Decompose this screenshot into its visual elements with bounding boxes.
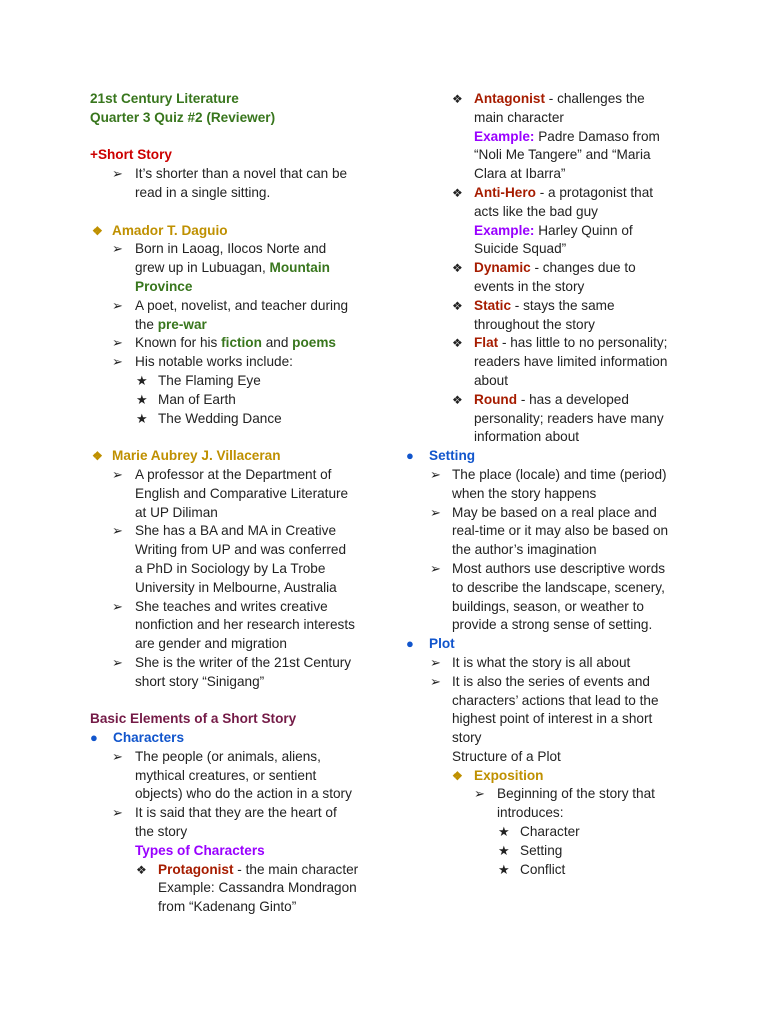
character-type-round: ❖ Round - has a developed — [402, 391, 687, 410]
list-item-cont: “Noli Me Tangere” and “Maria — [474, 147, 651, 163]
list-item: ➢ She has a BA and MA in Creative — [90, 522, 380, 541]
list-item-cont: story — [452, 730, 482, 746]
list-item: ➢ Born in Laoag, Ilocos Norte and — [90, 240, 380, 259]
list-item-cont: events in the story — [474, 278, 585, 294]
short-story-heading: +Short Story — [90, 147, 172, 163]
left-column — [90, 90, 380, 917]
diamond-bullet-icon: ❖ — [452, 336, 463, 351]
list-item-cont: introduces: — [497, 805, 564, 821]
author-villaceran-heading: ❖ Marie Aubrey J. Villaceran — [90, 447, 380, 466]
list-item-cont: objects) who do the action in a story — [135, 786, 352, 802]
arrow-bullet-icon: ➢ — [112, 166, 123, 182]
arrow-bullet-icon: ➢ — [430, 560, 441, 576]
diamond-bullet-icon: ❖ — [92, 223, 103, 238]
arrow-bullet-icon: ➢ — [112, 598, 123, 614]
structure-of-plot-label: Structure of a Plot — [452, 748, 561, 764]
list-item-cont: real-time or it may also be based on — [452, 523, 669, 539]
list-item-cont: the story — [135, 824, 188, 840]
list-item: ➢ May be based on a real place and — [402, 504, 687, 523]
list-item-cont: short story “Sinigang” — [135, 673, 265, 689]
arrow-bullet-icon: ➢ — [474, 786, 485, 802]
list-item-cont: the author’s imagination — [452, 542, 597, 558]
arrow-bullet-icon: ➢ — [430, 654, 441, 670]
list-item-cont: buildings, season, or weather to — [452, 598, 644, 614]
list-item-cont: information about — [474, 429, 580, 445]
exposition-item: ★ Conflict — [402, 861, 687, 880]
list-item-cont: University in Melbourne, Australia — [135, 579, 337, 595]
exposition-item: ★ Character — [402, 823, 687, 842]
work-item: ★ Man of Earth — [90, 391, 380, 410]
star-bullet-icon: ★ — [498, 861, 510, 877]
author-daguio-heading: ❖ Amador T. Daguio — [90, 222, 380, 241]
arrow-bullet-icon: ➢ — [430, 504, 441, 520]
list-item-cont: Example: Cassandra Mondragon — [158, 880, 357, 896]
list-item: ➢ The people (or animals, aliens, — [90, 748, 380, 767]
list-item-cont: Province — [135, 278, 193, 294]
diamond-bullet-icon: ❖ — [452, 298, 463, 313]
plot-heading: ● Plot — [402, 635, 687, 654]
list-item-cont: provide a strong sense of setting. — [452, 617, 653, 633]
star-bullet-icon: ★ — [498, 842, 510, 858]
list-item-cont: a PhD in Sociology by La Trobe — [135, 560, 326, 576]
list-item-cont: Example: Padre Damaso from — [474, 128, 660, 144]
list-item-cont: grew up in Lubuagan, Mountain — [135, 260, 330, 276]
setting-heading: ● Setting — [402, 447, 687, 466]
doc-title: 21st Century Literature — [90, 91, 239, 106]
list-item-cont: when the story happens — [452, 485, 597, 501]
list-item: ➢ Most authors use descriptive words — [402, 560, 687, 579]
dot-bullet-icon: ● — [90, 730, 98, 746]
list-item: ➢ A poet, novelist, and teacher during — [90, 297, 380, 316]
list-item: ➢ His notable works include: — [90, 353, 380, 372]
diamond-bullet-icon: ❖ — [452, 185, 463, 200]
list-item: ➢ A professor at the Department of — [90, 466, 380, 485]
list-item-cont: throughout the story — [474, 316, 595, 332]
character-type-static: ❖ Static - stays the same — [402, 297, 687, 316]
diamond-bullet-icon: ❖ — [452, 261, 463, 276]
list-item: ➢ The place (locale) and time (period) — [402, 466, 687, 485]
arrow-bullet-icon: ➢ — [112, 297, 123, 313]
list-item-cont: Clara at Ibarra” — [474, 166, 566, 182]
character-type-dynamic: ❖ Dynamic - changes due to — [402, 259, 687, 278]
work-item: ★ The Wedding Dance — [90, 410, 380, 429]
list-item-cont: characters’ actions that lead to the — [452, 692, 659, 708]
star-bullet-icon: ★ — [136, 391, 148, 407]
dot-bullet-icon: ● — [406, 448, 414, 464]
character-type-flat: ❖ Flat - has little to no personality; — [402, 334, 687, 353]
list-item-cont: English and Comparative Literature — [135, 485, 349, 501]
character-type-protagonist: ❖ Protagonist - the main character — [90, 861, 380, 880]
list-item-cont: read in a single sitting. — [135, 184, 271, 200]
character-type-antagonist: ❖ Antagonist - challenges the — [402, 90, 687, 109]
arrow-bullet-icon: ➢ — [112, 335, 123, 351]
list-item-cont: acts like the bad guy — [474, 203, 598, 219]
arrow-bullet-icon: ➢ — [112, 466, 123, 482]
list-item-cont: are gender and migration — [135, 636, 287, 652]
list-item-cont: Writing from UP and was conferred — [135, 542, 347, 558]
star-bullet-icon: ★ — [136, 410, 148, 426]
star-bullet-icon: ★ — [136, 372, 148, 388]
list-item: ➢ It’s shorter than a novel that can be — [90, 165, 380, 184]
diamond-bullet-icon: ❖ — [452, 392, 463, 407]
list-item-cont: the pre-war — [135, 316, 207, 332]
exposition-heading: ❖ Exposition — [402, 767, 687, 786]
arrow-bullet-icon: ➢ — [112, 654, 123, 670]
list-item-cont: highest point of interest in a short — [452, 711, 653, 727]
arrow-bullet-icon: ➢ — [112, 241, 123, 257]
list-item-cont: nonfiction and her research interests — [135, 617, 355, 633]
diamond-bullet-icon: ❖ — [92, 449, 103, 464]
arrow-bullet-icon: ➢ — [112, 523, 123, 539]
star-bullet-icon: ★ — [498, 824, 510, 840]
arrow-bullet-icon: ➢ — [112, 354, 123, 370]
list-item-cont: Suicide Squad” — [474, 241, 567, 257]
list-item: ➢ Known for his fiction and poems — [90, 334, 380, 353]
characters-heading: ● Characters — [90, 729, 380, 748]
character-type-antihero: ❖ Anti-Hero - a protagonist that — [402, 184, 687, 203]
diamond-bullet-icon: ❖ — [452, 768, 463, 783]
elements-heading: Basic Elements of a Short Story — [90, 711, 297, 727]
diamond-bullet-icon: ❖ — [452, 92, 463, 106]
list-item-cont: from “Kadenang Ginto” — [158, 899, 297, 915]
right-column — [402, 90, 687, 879]
diamond-bullet-icon: ❖ — [136, 862, 147, 877]
list-item: ➢ It is said that they are the heart of — [90, 804, 380, 823]
list-item: ➢ She teaches and writes creative — [90, 598, 380, 617]
work-item: ★ The Flaming Eye — [90, 372, 380, 391]
list-item: ➢ It is what the story is all about — [402, 654, 687, 673]
list-item: ➢ She is the writer of the 21st Century — [90, 654, 380, 673]
arrow-bullet-icon: ➢ — [430, 673, 441, 689]
types-of-characters-heading: Types of Characters — [135, 842, 265, 858]
doc-subtitle: Quarter 3 Quiz #2 (Reviewer) — [90, 109, 276, 125]
list-item-cont: main character — [474, 109, 564, 125]
list-item: ➢ It is also the series of events and — [402, 673, 687, 692]
arrow-bullet-icon: ➢ — [112, 748, 123, 764]
list-item-cont: about — [474, 372, 509, 388]
arrow-bullet-icon: ➢ — [430, 466, 441, 482]
list-item-cont: mythical creatures, or sentient — [135, 767, 317, 783]
list-item-cont: readers have limited information — [474, 354, 668, 370]
dot-bullet-icon: ● — [406, 636, 414, 652]
list-item: ➢ Beginning of the story that — [402, 785, 687, 804]
list-item-cont: at UP Diliman — [135, 504, 218, 520]
arrow-bullet-icon: ➢ — [112, 805, 123, 821]
list-item-cont: personality; readers have many — [474, 410, 664, 426]
list-item-cont: Example: Harley Quinn of — [474, 222, 633, 238]
exposition-item: ★ Setting — [402, 842, 687, 861]
list-item-cont: to describe the landscape, scenery, — [452, 579, 665, 595]
